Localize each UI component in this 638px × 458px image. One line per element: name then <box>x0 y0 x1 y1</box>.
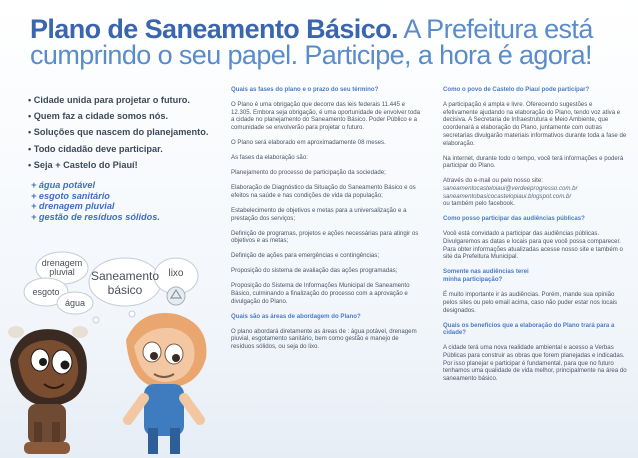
answer-text: Através do e-mail ou pelo nosso site: <box>443 177 543 185</box>
boy-character <box>126 313 206 454</box>
answer-text: Proposição do Sistema de Informações Municipal de Saneamento Básico, culminando a finalização do processo com a aprovação e divulgação do Plano. <box>231 282 410 305</box>
bubble-text: básico <box>107 283 143 297</box>
slogan-list <box>28 92 228 173</box>
faq-column-left <box>231 86 421 358</box>
answer-text: O Plano é uma obrigação que decorre das leis federais 11.445 e 12.305. Embora seja obrigação, é uma oportunidade de envolver toda a cidade no planejamento do Saneamento Básico. Poder Público e a comunidade se envolverão para projetar o futuro. <box>231 101 421 132</box>
slogan-item: • Todo cidadão deve participar. <box>28 143 163 154</box>
cartoon-illustration <box>0 228 228 458</box>
question-heading: minha participação? <box>443 276 503 284</box>
bubble-text: água <box>64 298 86 308</box>
bubble-text: Saneamento <box>90 269 160 283</box>
slogan-item: • Soluções que nascem do planejamento. <box>28 127 209 138</box>
question-heading: Quais os benefícios que a elaboração do Plano trará para a cidade? <box>443 321 615 337</box>
answer-text: O Plano será elaborado em aproximadamente 08 meses. <box>231 139 386 147</box>
bubble-text: pluvial <box>49 267 75 277</box>
answer-text: O plano abordará diretamente as áreas de : água potável, drenagem pluvial, esgotamento sanitário, bem como gestão e manejo de resíduos sólidos, ou seja do lixo. <box>231 327 417 351</box>
answer-text: As fases da elaboração são: <box>231 154 308 162</box>
service-item: + água potável <box>31 180 96 190</box>
answer-text: Planejamento do processo de participação da sociedade; <box>231 169 386 177</box>
answer-text: Elaboração de Diagnóstico da Situação do Saneamento Básico e os efeitos na saúde e nas condições de vida da população; <box>231 184 416 199</box>
email-link[interactable]: saneamentocasteloiaui@verdeeprogresso.com.br <box>443 184 578 192</box>
answer-text: Na internet, durante todo o tempo, você terá informações e poderá participar do Plano. <box>443 154 624 170</box>
question-heading: Quais as fases do plano e o prazo do seu término? <box>231 86 379 93</box>
service-item: + drenagem pluvial <box>31 201 115 211</box>
answer-text: Estabelecimento de objetivos e metas para a universalização e a prestação dos serviços; <box>231 206 407 222</box>
slogan-item: • Seja + Castelo do Piauí! <box>28 159 138 170</box>
headline-subtitle: A Prefeitura está <box>397 14 593 44</box>
answer-text: ou também pelo facebook. <box>443 200 515 208</box>
service-list <box>31 180 231 222</box>
faq-column-right <box>443 86 628 390</box>
question-heading: Como o povo de Castelo do Piauí pode participar? <box>443 86 590 93</box>
answer-text: Você está convidado a participar das audiências públicas. Divulgaremos as datas e locais para que você possa comparecer. Para obter informações atualizadas acesse nosso site e também o site da Prefeitura Municipal. <box>443 230 623 261</box>
headline <box>30 16 630 68</box>
question-heading: Como posso participar das audiências públicas? <box>443 215 585 223</box>
website-link[interactable]: saneamentobasicocastelopiaui.blogspot.com.br <box>443 192 572 200</box>
answer-text: A participação é ampla e livre. Oferecendo sugestões e efetivamente ajudando na elaboração do Plano, tendo voz ativa e decisiva. A Secretaria de Infraestrutura e Meio Ambiente, que coordenará a elaboração do Plano, juntamente com outras secretarias divulgarão materiais informativos durante toda a fase de elaboração. <box>443 101 627 147</box>
answer-text: Definição de ações para emergências e contingências; <box>231 252 380 260</box>
bubble-text: drenagem <box>41 258 83 268</box>
bubble-text: esgoto <box>32 287 60 297</box>
service-item: + gestão de resíduos sólidos. <box>31 211 160 222</box>
bubble-text: lixo <box>168 268 184 279</box>
answer-text: Proposição do sistema de avaliação das ações programadas; <box>231 267 398 275</box>
girl-character <box>8 326 88 454</box>
headline-call-to-action: cumprindo o seu papel. Participe, a hora é agora! <box>30 40 592 70</box>
question-heading: Quais são as áreas de abordagem do Plano? <box>231 312 361 320</box>
slogan-item: • Quem faz a cidade somos nós. <box>28 111 169 122</box>
service-item: + esgoto sanitário <box>31 190 110 201</box>
answer-text: É muito importante ir às audiências. Porém, mande sua opinião pelos sites ou pelo email acima, caso não puder estar nos locais designados. <box>443 291 618 314</box>
answer-text: Definição de programas, projetos e ações necessárias para atingir os objetivos e as metas; <box>231 229 419 245</box>
question-heading: Somente nas audiências terei <box>443 268 529 276</box>
headline-title: Plano de Saneamento Básico. <box>30 14 398 44</box>
slogan-item: • Cidade unida para projetar o futuro. <box>28 95 190 105</box>
answer-text: A cidade terá uma nova realidade ambiental e acesso a Verbas Públicas para construir as obras que forem planejadas e indicadas. Por isso planejar e participar é fundamental, para que no futuro tenhamos uma qualidade de vida melhor, principalmente na área do saneamento básico. <box>443 344 627 383</box>
